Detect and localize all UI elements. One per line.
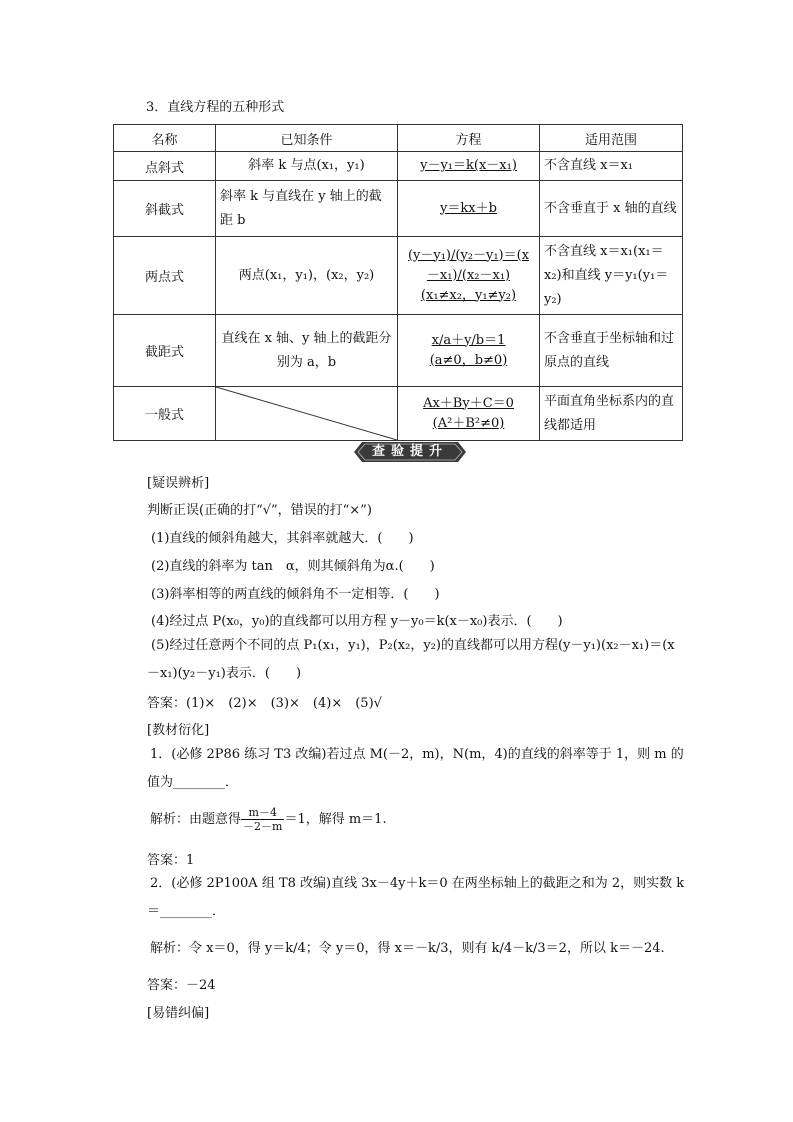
solution-1 <box>150 806 387 833</box>
form-condition: 斜率 k 与直线在 y 轴上的截距 b <box>216 181 398 237</box>
instruction: 判断正误(正确的打“√”，错误的打“×”) <box>147 503 372 518</box>
answer: 答案：1 <box>147 853 195 868</box>
form-name: 点斜式 <box>114 152 216 181</box>
form-condition: 斜率 k 与点(x₁，y₁) <box>216 152 398 181</box>
section-heading: 3．直线方程的五种形式 <box>146 100 285 115</box>
fraction-denominator: －2－m <box>243 820 283 833</box>
header-range: 适用范围 <box>540 125 683 152</box>
form-name: 一般式 <box>114 387 216 441</box>
section-label: [疑误辨析] <box>147 476 210 491</box>
fraction-numerator: m－4 <box>241 806 284 820</box>
form-range: 不含垂直于 x 轴的直线 <box>540 181 683 237</box>
table-row <box>114 152 683 181</box>
table-row <box>114 387 683 441</box>
form-equation: (y－y₁)/(y₂－y₁)＝(x－x₁)/(x₂－x₁) <box>407 247 530 283</box>
form-condition: 直线在 x 轴、y 轴上的截距分别为 a，b <box>216 315 398 387</box>
table-row <box>114 181 683 237</box>
form-name: 两点式 <box>114 237 216 315</box>
problem-1: 1．(必修 2P86 练习 T3 改编)若过点 M(－2，m)，N(m，4)的直线的斜率等于 1，则 m 的值为________． <box>147 747 684 790</box>
form-equation-cell <box>398 387 540 441</box>
form-equation-cell <box>398 237 540 315</box>
question-item: (1)直线的倾斜角越大，其斜率就越大．( ) <box>151 531 414 546</box>
form-range: 平面直角坐标系内的直线都适用 <box>540 387 683 441</box>
form-range: 不含直线 x＝x₁(x₁＝x₂)和直线 y＝y₁(y₁＝y₂) <box>540 237 683 315</box>
question-item: (3)斜率相等的两直线的倾斜角不一定相等．( ) <box>151 587 440 602</box>
table-row <box>114 237 683 315</box>
header-equation: 方程 <box>398 125 540 152</box>
question-item: (4)经过点 P(x₀，y₀)的直线都可以用方程 y－y₀＝k(x－x₀)表示．( ) <box>151 614 563 629</box>
form-equation-condition: (a≠0，b≠0) <box>429 352 508 368</box>
form-equation: x/a＋y/b＝1 <box>431 332 506 348</box>
solution-2: 解析：令 x＝0，得 y＝k/4；令 y＝0，得 x＝－k/3，则有 k/4－k/3＝2，所以 k＝－24. <box>150 941 665 956</box>
form-range: 不含直线 x＝x₁ <box>540 152 683 181</box>
form-condition: 两点(x₁，y₁)，(x₂，y₂) <box>216 237 398 315</box>
section-label: [易错纠偏] <box>147 1006 210 1021</box>
solution-1-lead: 解析：由题意得 <box>150 812 242 827</box>
table-header-row <box>114 125 683 152</box>
form-equation: Ax＋By＋C＝0 <box>423 395 514 411</box>
answer: 答案：－24 <box>147 978 216 993</box>
solution-1-tail: ＝1，解得 m＝1. <box>284 812 387 827</box>
line-equation-forms-table <box>113 124 683 441</box>
question-item: (5)经过任意两个不同的点 P₁(x₁，y₁)，P₂(x₂，y₂)的直线都可以用方程(y－y₁)(x₂－x₁)＝(x－x₁)(y₂－y₁)表示．( ) <box>147 638 675 681</box>
empty-diagonal-cell <box>216 387 398 441</box>
form-equation: y＝kx＋b <box>398 181 540 237</box>
section-label: [教材衍化] <box>147 723 210 738</box>
header-name: 名称 <box>114 125 216 152</box>
form-name: 斜截式 <box>114 181 216 237</box>
form-equation-condition: (A²＋B²≠0) <box>432 415 505 431</box>
answer: 答案：(1)× (2)× (3)× (4)× (5)√ <box>147 696 382 711</box>
header-condition: 已知条件 <box>216 125 398 152</box>
form-range: 不含垂直于坐标轴和过原点的直线 <box>540 315 683 387</box>
diagonal-line <box>216 387 397 440</box>
question-item: (2)直线的斜率为 tan α，则其倾斜角为α.( ) <box>151 559 435 574</box>
problem-2: 2．(必修 2P100A 组 T8 改编)直线 3x－4y＋k＝0 在两坐标轴上的截距之和为 2，则实数 k＝________． <box>147 876 685 919</box>
form-equation: y－y₁＝k(x－x₁) <box>398 152 540 181</box>
form-name: 截距式 <box>114 315 216 387</box>
form-equation-condition: (x₁≠x₂，y₁≠y₂) <box>420 287 517 303</box>
form-equation-cell <box>398 315 540 387</box>
fraction <box>241 806 284 833</box>
banner-label: 查验提升 <box>371 444 448 459</box>
table-row <box>114 315 683 387</box>
section-banner <box>354 442 466 462</box>
